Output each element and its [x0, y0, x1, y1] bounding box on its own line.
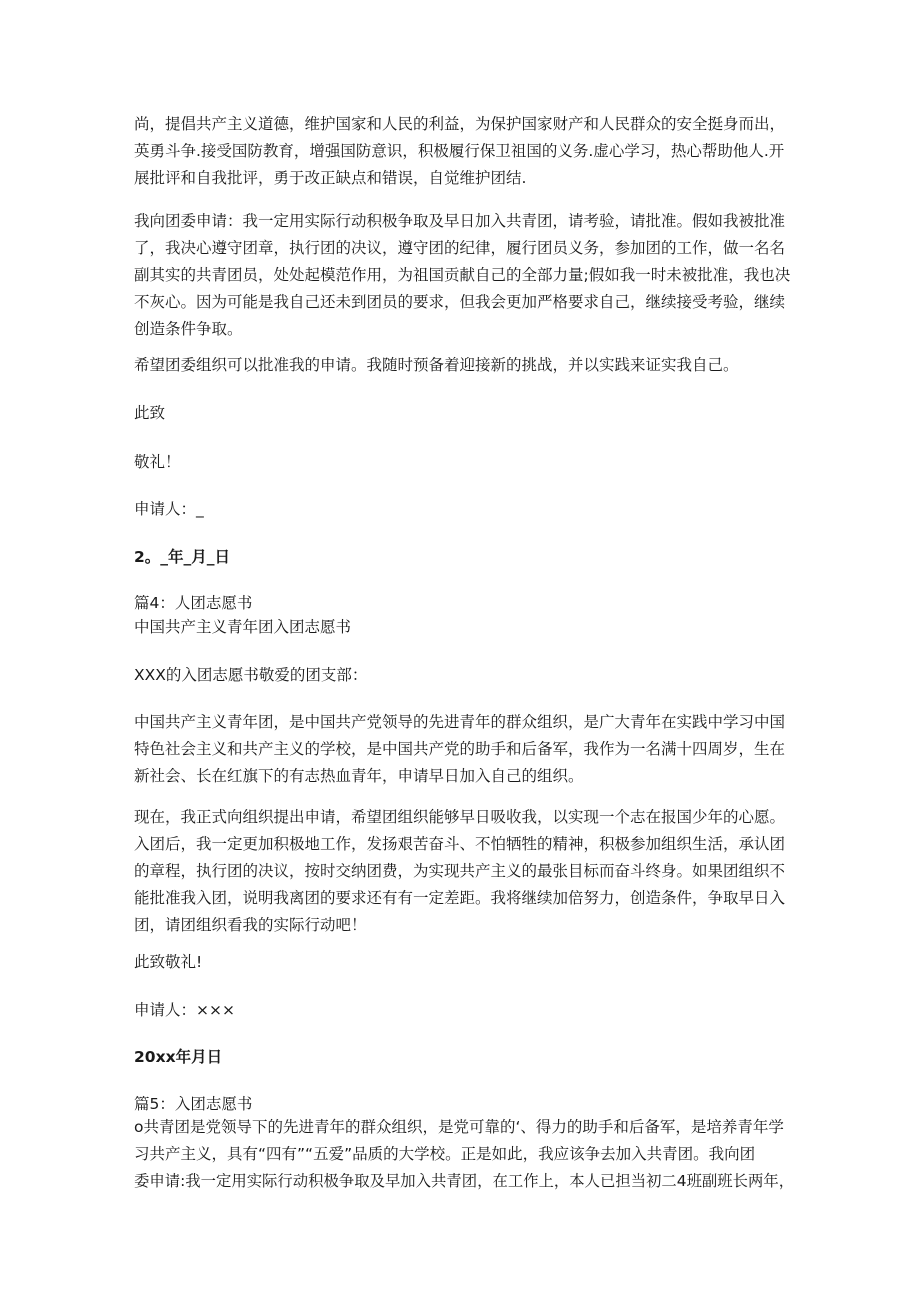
text-line: 展批评和自我批评，勇于改正缺点和错误，自觉维护团结. — [134, 169, 527, 187]
text-line: 了，我决心遵守团章，执行团的决议，遵守团的纪律，履行团员义务，参加团的工作，做一名名 — [134, 239, 786, 257]
text-line: 入团后，我一定更加积极地工作，发扬艰苦奋斗、不怕牺牲的精神，积极参加组织生活，承认团 — [134, 835, 786, 853]
text-line: 英勇斗争.接受国防教育，增强国防意识，积极履行保卫祖国的义务.虚心学习，热心帮助他人.开 — [134, 142, 785, 160]
salutation: XXX的入团志愿书敬爱的团支部： — [134, 666, 368, 684]
text-line: 现在，我正式向组织提出申请，希望团组织能够早日吸收我，以实现一个志在报国少年的心愿。 — [134, 808, 786, 826]
text-line: 习共产主义，具有“四有”“五爱”品质的大学校。正是如此，我应该争去加入共青团。我向团 — [134, 1145, 756, 1163]
paragraph-3: 希望团委组织可以批准我的申请。我随时预备着迎接新的挑战，并以实践来证实我自己。 — [134, 356, 739, 374]
text-line: 新社会、长在红旗下的有志热血青年，申请早日加入自己的组织。 — [134, 767, 584, 785]
closing-cizhi: 此致 — [134, 404, 166, 422]
date-line: 2。_年_月_日 — [134, 548, 231, 566]
closing-jingli: 敬礼！ — [134, 453, 181, 471]
applicant-line-2: 申请人：××× — [134, 1001, 235, 1019]
text-line: o共青团是党领导下的先进青年的群众组织，是党可靠的‘、得力的助手和后备军，是培养青年学 — [134, 1118, 784, 1136]
applicant-line: 申请人：_ — [134, 500, 204, 518]
text-line: 委申请:我一定用实际行动积极争取及早加入共青团，在工作上，本人已担当初二4班副班长两年， — [134, 1172, 795, 1190]
text-line: 团，请团组织看我的实际行动吧！ — [134, 916, 367, 934]
section-4-subtitle: 中国共产主义青年团入团志愿书 — [134, 618, 352, 636]
paragraph-2 — [134, 208, 794, 343]
text-line: 能批准我入团，说明我离团的要求还有有一定差距。我将继续加倍努力，创造条件，争取早日入 — [134, 889, 786, 907]
text-line: 我向团委申请：我一定用实际行动积极争取及早日加入共青团，请考验，请批准。假如我被批准 — [134, 212, 786, 230]
paragraph-6 — [134, 1114, 794, 1195]
text-line: 尚，提倡共产主义道德，维护国家和人民的利益，为保护国家财产和人民群众的安全挺身而出， — [134, 115, 786, 133]
text-line: 的章程，执行团的决议，按时交纳团费，为实现共产主义的最张目标而奋斗终身。如果团组织不 — [134, 862, 786, 880]
section-5-title: 篇5：入团志愿书 — [134, 1095, 253, 1113]
text-line: 副其实的共青团员，处处起模范作用，为祖国贡献自己的全部力量;假如我一时未被批准，我也决 — [134, 266, 791, 284]
date-line-2: 20xx年月日 — [134, 1048, 223, 1066]
text-line: 中国共产主义青年团，是中国共产党领导的先进青年的群众组织，是广大青年在实践中学习中国 — [134, 713, 786, 731]
paragraph-5 — [134, 804, 794, 939]
text-line: 特色社会主义和共产主义的学校，是中国共产党的助手和后备军，我作为一名满十四周岁，生在 — [134, 740, 786, 758]
paragraph-4 — [134, 709, 794, 790]
section-4-title: 篇4：人团志愿书 — [134, 594, 253, 612]
closing-cizhi-jingli: 此致敬礼! — [134, 953, 203, 971]
text-line: 创造条件争取。 — [134, 320, 243, 338]
text-line: 不灰心。因为可能是我自己还未到团员的要求，但我会更加严格要求自己，继续接受考验，继续 — [134, 293, 786, 311]
paragraph-1 — [134, 111, 794, 192]
